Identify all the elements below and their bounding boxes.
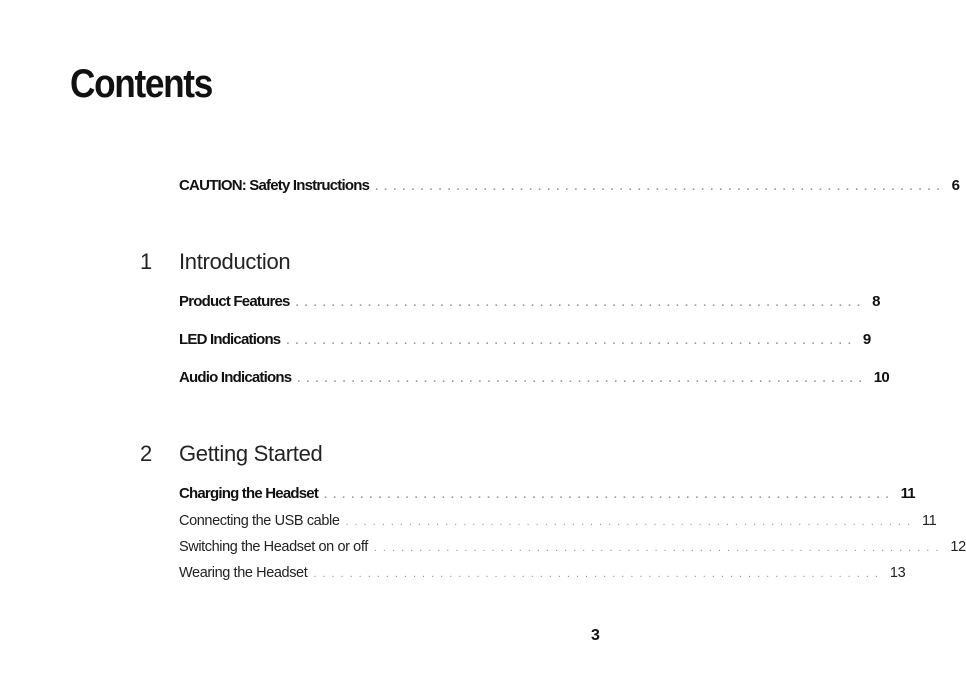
toc-entry-label: Wearing the Headset (179, 565, 308, 581)
toc-entry-label: LED Indications (179, 331, 281, 348)
toc-entry-label: CAUTION: Safety Instructions (179, 177, 370, 194)
chapter-heading-1[interactable] (140, 249, 290, 275)
dot-leader: ............................................................... (345, 516, 917, 528)
toc-entry-audio-indications[interactable] (179, 369, 889, 386)
dot-leader: ............................................................... (297, 373, 868, 385)
toc-entry-label: Switching the Headset on or off (179, 539, 368, 555)
toc-subentry-usb-cable[interactable] (179, 513, 937, 529)
toc-entry-page: 8 (872, 293, 880, 310)
chapter-number: 1 (140, 249, 153, 274)
toc-entry-label: Charging the Headset (179, 485, 319, 502)
toc-subentry-switching[interactable] (179, 539, 966, 555)
toc-entry-label: Connecting the USB cable (179, 513, 340, 529)
toc-entry-led-indications[interactable] (179, 331, 871, 348)
toc-entry-page: 11 (900, 485, 915, 502)
toc-entry-product-features[interactable] (179, 293, 880, 310)
dot-leader: ............................................................... (295, 297, 867, 309)
page-title: Contents (70, 62, 212, 106)
chapter-name: Introduction (179, 249, 291, 274)
toc-entry-caution[interactable] (179, 177, 960, 194)
dot-leader: ............................................................... (286, 335, 857, 347)
dot-leader: ............................................................... (373, 542, 945, 554)
chapter-number: 2 (140, 441, 153, 466)
toc-entry-page: 13 (889, 565, 906, 581)
toc-entry-charging-headset[interactable] (179, 485, 915, 502)
chapter-heading-2[interactable] (140, 441, 322, 467)
toc-entry-page: 11 (922, 513, 937, 529)
dot-leader: ............................................................... (324, 489, 895, 501)
toc-entry-page: 12 (950, 539, 966, 555)
toc-entry-label: Audio Indications (179, 369, 292, 386)
page-number: 3 (591, 627, 600, 644)
toc-subentry-wearing[interactable] (179, 565, 906, 581)
chapter-name: Getting Started (179, 441, 323, 466)
dot-leader: ............................................................... (375, 181, 946, 193)
toc-entry-page: 9 (862, 331, 871, 348)
dot-leader: ............................................................... (313, 568, 884, 580)
toc-entry-page: 10 (873, 369, 889, 386)
toc-entry-label: Product Features (179, 293, 290, 310)
toc-entry-page: 6 (951, 177, 960, 194)
